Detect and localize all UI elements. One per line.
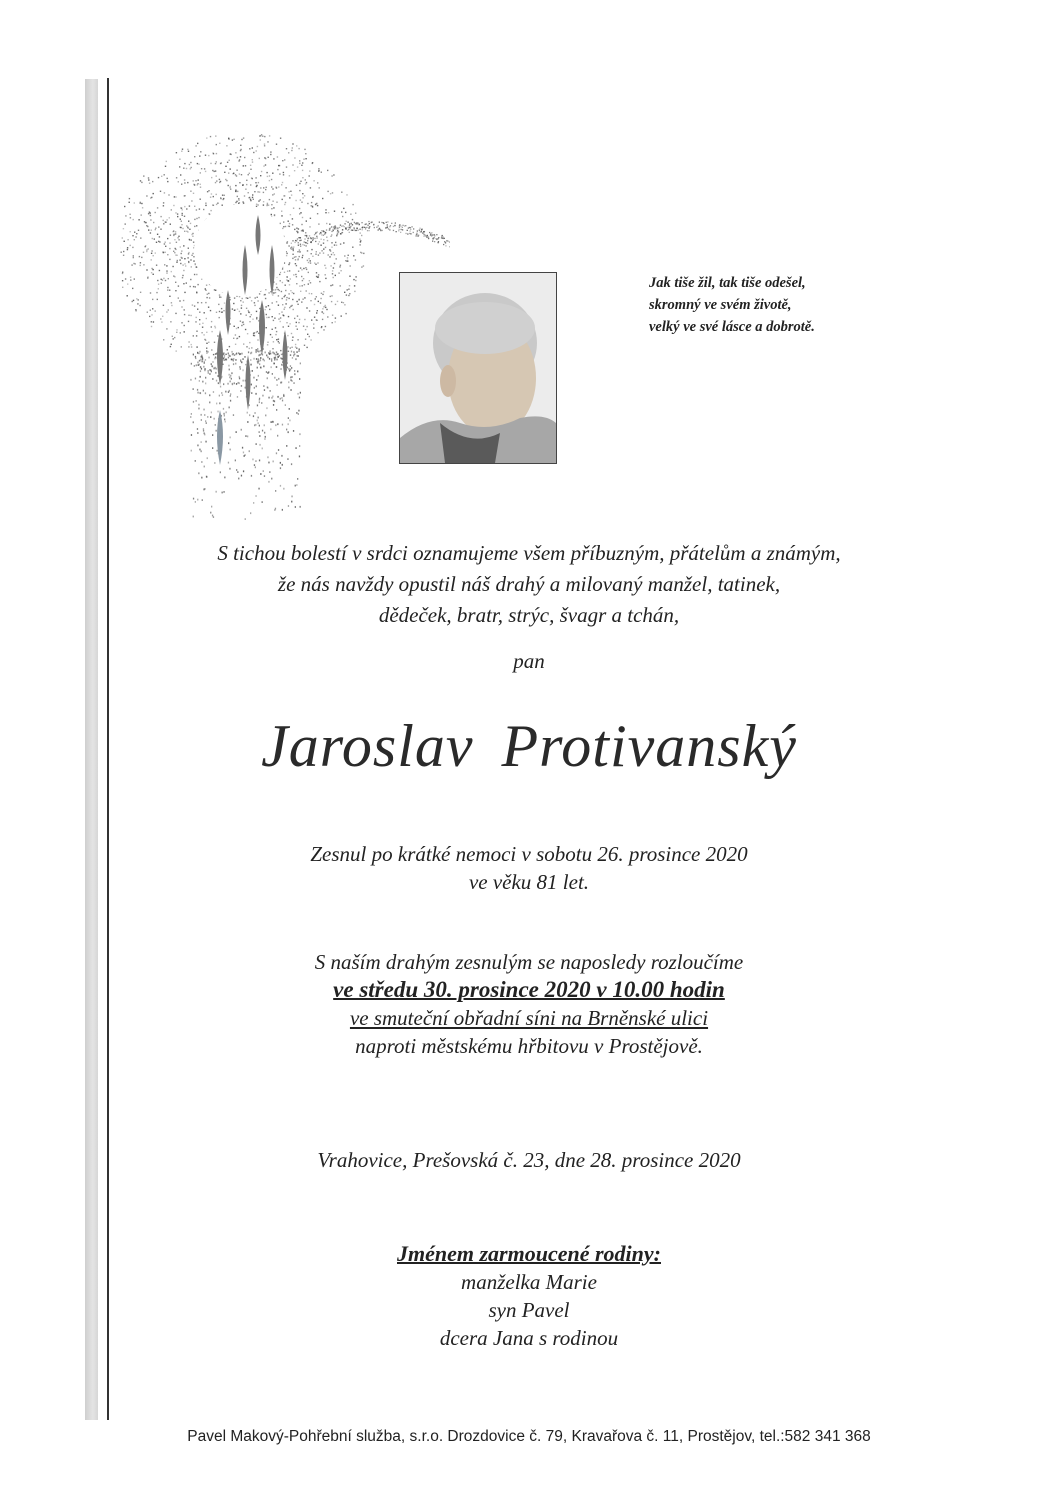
place-and-date: Vrahovice, Prešovská č. 23, dne 28. prosince 2020 (317, 1148, 741, 1172)
announcement-text (0, 538, 1058, 631)
death-date: Zesnul po krátké nemoci v sobotu 26. prosince 2020 (310, 842, 748, 866)
ceremony-location: naproti městskému hřbitovu v Prostějově. (355, 1034, 703, 1058)
motto-line: velký ve své lásce a dobrotě. (649, 319, 815, 335)
announcement-line: S tichou bolestí v srdci oznamujeme všem příbuzným, přátelům a známým, (217, 541, 841, 565)
portrait-photo (399, 272, 557, 464)
family-member: dcera Jana s rodinou (439, 1326, 619, 1350)
announcement-line: dědeček, bratr, strýc, švagr a tchán, (378, 603, 680, 627)
motto-line: Jak tiše žil, tak tiše odešel, (649, 275, 806, 291)
death-info (0, 840, 1058, 896)
ceremony-info (0, 948, 1058, 1060)
death-age: ve věku 81 let. (468, 870, 590, 894)
motto-verse (649, 272, 909, 338)
first-name: Jaroslav (261, 713, 474, 779)
salutation: pan (513, 649, 545, 673)
last-name: Protivanský (501, 713, 797, 779)
family-member: manželka Marie (461, 1270, 597, 1294)
portrait-photo-icon (400, 273, 556, 463)
family-signature (0, 1240, 1058, 1352)
ceremony-intro: S naším drahým zesnulým se naposledy rozloučíme (314, 950, 744, 974)
family-member: syn Pavel (488, 1298, 570, 1322)
motto-line: skromný ve svém životě, (649, 297, 792, 313)
funeral-service-footer: Pavel Makový-Pohřební služba, s.r.o. Drozdovice č. 79, Kravařova č. 11, Prostějov, tel.:582 341 368 (187, 1428, 871, 1445)
family-heading: Jménem zarmoucené rodiny: (397, 1241, 661, 1266)
deceased-name (0, 712, 1058, 781)
ceremony-datetime: ve středu 30. prosince 2020 v 10.00 hodin (333, 977, 725, 1002)
announcement-line: že nás navždy opustil náš drahý a milovaný manžel, tatinek, (277, 572, 781, 596)
ceremony-venue: ve smuteční obřadní síni na Brněnské ulici (349, 1006, 709, 1030)
